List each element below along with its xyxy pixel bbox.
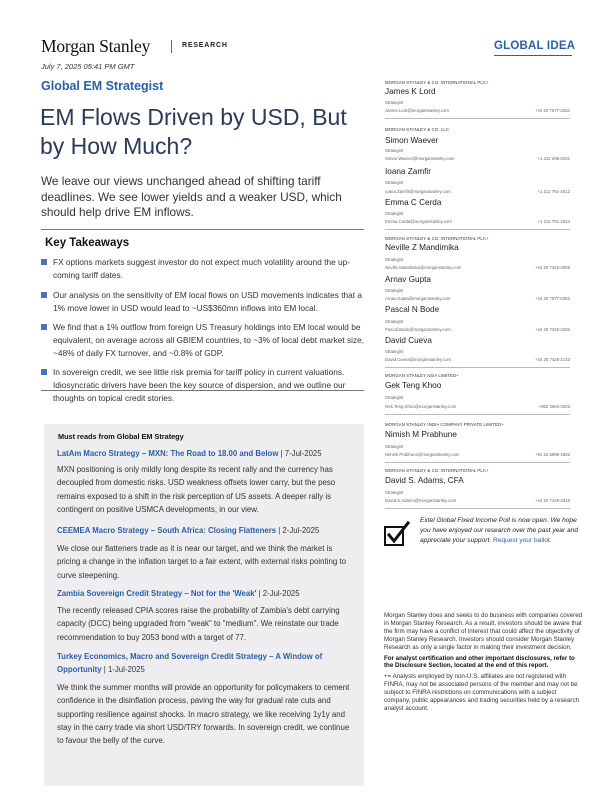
must-read-date: | 2-Jul-2025 (256, 589, 300, 598)
analyst-name: James K Lord (385, 87, 436, 96)
must-read-title (57, 524, 353, 537)
analyst-name: Arnav Gupta (385, 275, 431, 284)
must-read-body: We think the summer months will provide an opportunity for policymakers to cement confidence in the disinflation process, paving the way for gradual rate cuts and supporting resilience against shocks. In macro strategy, we like receiving 1y1y and stay in the carry trade via short USD/TRY forwards. In sovereign credit, we continue to favour the belly of the curve. (57, 683, 350, 746)
must-read-date: | 2-Jul-2025 (276, 526, 320, 535)
takeaway-item (41, 289, 367, 315)
must-read-title (57, 447, 353, 460)
publish-date: July 7, 2025 05:41 PM GMT (41, 62, 135, 71)
disclosure-block (384, 612, 584, 716)
global-idea-rule (494, 55, 572, 56)
key-takeaways-heading: Key Takeaways (45, 237, 130, 249)
analyst-email[interactable]: Nimish.Prabhune@morganstanley.com (385, 452, 460, 457)
analyst-role: Strategist (385, 444, 404, 449)
analyst-divider (385, 462, 570, 463)
analyst-entity: MORGAN STANLEY & CO. LLC (385, 127, 450, 132)
must-read-body: We close our flatteners trade as it is near our target, and we think the market is pricing a change in the inflation target to a fair extent, with external risks pointing to curve steepening. (57, 544, 347, 580)
analyst-role: Strategist (385, 257, 404, 262)
must-read-title (57, 650, 353, 676)
takeaway-item (41, 321, 367, 360)
analyst-role: Strategist (385, 180, 404, 185)
analyst-phone: +44 20 7677-0382 (534, 296, 570, 301)
must-read-link[interactable]: Turkey Economics, Macro and Sovereign Credit Strategy – A Window of Opportunity (57, 652, 323, 674)
disclosure-paragraph: Morgan Stanley does and seeks to do business with companies covered in Morgan Stanley Research. As a result, investors should be aware that the firm may have a conflict of interest that could affect the objectivity of Morgan Stanley Research. Investors should consider Morgan Stanley Research as only a single factor in making their investment decision. (384, 612, 583, 651)
must-read-date: | 7-Jul-2025 (278, 449, 322, 458)
report-summary: We leave our views unchanged ahead of shifting tariff deadlines. We see lower yields and a weaker USD, which should help drive EM inflows. (41, 174, 342, 219)
analyst-email[interactable]: Neville.Mandimika@morganstanley.com (385, 265, 462, 270)
analyst-name: Emma C Cerda (385, 198, 442, 207)
analyst-name: Pascal N Bode (385, 305, 440, 314)
analyst-email[interactable]: Gek.Teng.Khoo@morganstanley.com (385, 404, 457, 409)
analyst-divider (385, 414, 570, 415)
analyst-role: Strategist (385, 395, 404, 400)
poll-notice (420, 516, 580, 546)
report-title: EM Flows Driven by USD, But by How Much? (40, 104, 347, 159)
must-read-body: The recently released CPIA scores raise the probability of Zambia's debt carrying capacity (DCC) being upgraded from "weak" to "medium". We reinstate our trade recommendation to buy 2053 bond with a target of 77. (57, 606, 340, 642)
analyst-name: David Cueva (385, 336, 432, 345)
disclosure-footnote: += Analysts employed by non-U.S. affiliates are not registered with FINRA, may not be associated persons of the member and may not be subject to FINRA restrictions on communications with a subject company, public appearances and trading securities held by a research analyst account. (384, 673, 579, 712)
analyst-email[interactable]: David.Cueva@morganstanley.com (385, 357, 452, 362)
global-idea-label: GLOBAL IDEA (494, 40, 576, 52)
analyst-divider (385, 508, 570, 509)
analyst-name: Gek Teng Khoo (385, 381, 442, 390)
analyst-name: Ioana Zamfir (385, 167, 431, 176)
analyst-email[interactable]: Emma.Cerda@morganstanley.com (385, 219, 452, 224)
analyst-phone: +44 20 7425-2143 (534, 357, 570, 362)
must-read-date: | 1-Jul-2025 (101, 665, 145, 674)
analyst-entity: MORGAN STANLEY INDIA COMPANY PRIVATE LIMITED+ (385, 422, 504, 427)
bullet-square-icon (41, 369, 47, 375)
analyst-email[interactable]: Ioana.Zamfir@morganstanley.com (385, 189, 451, 194)
analyst-name: David S. Adams, CFA (385, 476, 464, 485)
analyst-phone: +1 212 761-2344 (537, 219, 570, 224)
analyst-email[interactable]: David.S.Adams@morganstanley.com (385, 498, 457, 503)
research-label: RESEARCH (182, 42, 228, 49)
analyst-phone: +852 3963-0303 (538, 404, 570, 409)
header-divider (171, 40, 172, 53)
takeaway-text: In sovereign credit, we see little risk premia for tariff policy in current valuations. Idiosyncratic drivers have been the key source of dispersion, and we outline our thoughts on topical credit stories. (53, 367, 346, 403)
series-title: Global EM Strategist (41, 79, 164, 93)
analyst-entity: MORGAN STANLEY & CO. INTERNATIONAL PLC+ (385, 468, 489, 473)
analyst-email[interactable]: Simon.Waever@morganstanley.com (385, 156, 455, 161)
must-read-link[interactable]: LatAm Macro Strategy – MXN: The Road to 18.00 and Below (57, 449, 279, 458)
analyst-name: Nimish M Prabhune (385, 430, 457, 439)
summary-divider (41, 229, 364, 230)
bullet-square-icon (41, 324, 47, 330)
analyst-phone: +1 212 296-8101 (537, 156, 570, 161)
analyst-phone: +44 20 7425-2809 (534, 265, 570, 270)
request-ballot-link[interactable]: Request your ballot. (492, 537, 552, 544)
disclosure-notice: For analyst certification and other important disclosures, refer to the Disclosure Section, located at the end of this report. (384, 654, 575, 670)
poll-text: Extel Global Fixed Income Poll is now open. We hope you have enjoyed our research over the past year and appreciate your support. (420, 517, 578, 544)
analyst-phone: +91 22 6996-1862 (534, 452, 570, 457)
takeaway-text: Our analysis on the sensitivity of EM local flows on USD movements indicates that a 1% move lower in USD would lead to ~US$360mn inflows into EM local. (53, 290, 362, 313)
analyst-role: Strategist (385, 100, 404, 105)
takeaways-divider (41, 390, 364, 391)
analyst-entity: MORGAN STANLEY ASIA LIMITED+ (385, 373, 459, 378)
analyst-name: Neville Z Mandimika (385, 243, 459, 252)
analyst-entity: MORGAN STANLEY & CO. INTERNATIONAL PLC+ (385, 236, 489, 241)
analyst-role: Strategist (385, 319, 404, 324)
analyst-role: Strategist (385, 349, 404, 354)
bullet-square-icon (41, 259, 47, 265)
bullet-square-icon (41, 292, 47, 298)
must-read-link[interactable]: CEEMEA Macro Strategy – South Africa: Closing Flatteners (57, 526, 277, 535)
takeaway-item (41, 256, 367, 282)
analyst-email[interactable]: Pascal.Bode@morganstanley.com (385, 327, 451, 332)
takeaway-item (41, 366, 367, 405)
analyst-email[interactable]: Arnav.Gupta@morganstanley.com (385, 296, 451, 301)
analyst-role: Strategist (385, 148, 404, 153)
takeaway-text: FX options markets suggest investor do not expect much volatility around the up-coming tariff dates. (53, 257, 350, 280)
morgan-stanley-logo: Morgan Stanley (41, 36, 151, 56)
ballot-check-icon (384, 521, 410, 547)
must-read-title (57, 587, 353, 600)
analyst-phone: +44 20 7425-3316 (534, 498, 570, 503)
analyst-divider (385, 118, 570, 119)
analyst-email[interactable]: James.Lord@morganstanley.com (385, 108, 449, 113)
analyst-phone: +44 20 7425-3282 (534, 327, 570, 332)
analyst-phone: +44 20 7677-3254 (534, 108, 570, 113)
must-read-link[interactable]: Zambia Sovereign Credit Strategy – Not for the 'Weak' (57, 589, 257, 598)
must-read-body: MXN positioning is only mildly long despite its recent rally and the currency has decoupled from domestic risks. USD weakness offsets lower carry, but the peso remains exposed to a shift in the risk perception of US assets. A deeper rally is contingent on positive USMCA developments, in our view. (57, 465, 336, 514)
analyst-name: Simon Waever (385, 136, 439, 145)
analyst-divider (385, 229, 570, 230)
analyst-phone: +1 212 761-4012 (537, 189, 570, 194)
analyst-role: Strategist (385, 288, 404, 293)
analyst-divider (385, 367, 570, 368)
analyst-role: Strategist (385, 211, 404, 216)
analyst-role: Strategist (385, 490, 404, 495)
must-reads-heading: Must reads from Global EM Strategy (58, 432, 184, 441)
takeaway-text: We find that a 1% outflow from foreign US Treasury holdings into EM local would be equivalent, on average across all GBIEM countries, to ~3% of local debt market size, ~48% of daily FX turnover, and ~0.8% of GDP. (53, 322, 365, 358)
analyst-entity: MORGAN STANLEY & CO. INTERNATIONAL PLC+ (385, 80, 489, 85)
